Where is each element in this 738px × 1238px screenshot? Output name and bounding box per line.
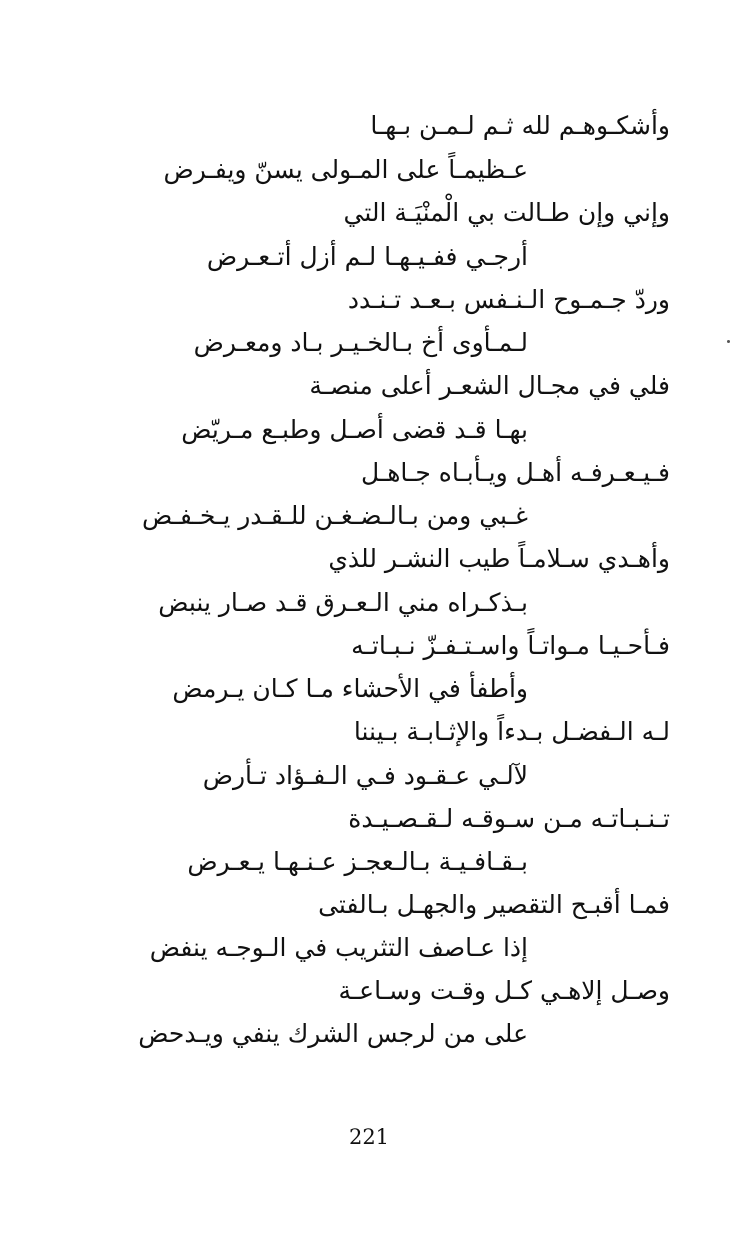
verse-line: بهـا قـد قضى أصـل وطبـع مـريّض — [181, 415, 528, 444]
verse-line: فـيـعـرفـه أهـل ويـأبـاه جـاهـل — [360, 458, 670, 487]
verse-line: تـنـبـاتـه مـن سـوقـه لـقـصـيـدة — [348, 804, 670, 833]
verse-line: بـقـافـيـة بـالـعجـز عـنـهـا يـعـرض — [187, 847, 528, 876]
verse-line: عـظيمـاً على المـولى يسنّ ويفـرض — [163, 155, 528, 184]
verse-line: وأهـدي سـلامـاً طيب النشـر للذي — [328, 544, 670, 573]
verse-line: وأشكـوهـم لله ثـم لـمـن بـهـا — [370, 111, 670, 140]
scan-speck — [727, 340, 730, 343]
verse-line: فمـا أقبـح التقصير والجهـل بـالفتى — [318, 890, 670, 919]
verse-line: لـمـأوى أخ بـالخـيـر بـاد ومعـرض — [193, 328, 528, 357]
verse-line: وصـل إلاهـي كـل وقـت وسـاعـة — [338, 976, 670, 1005]
verse-line: على من لرجس الشرك ينفي ويـدحض — [138, 1019, 528, 1048]
verse-line: فـأحـيـا مـواتـاً واسـتـفـزّ نـبـاتـه — [351, 631, 670, 660]
verse-line: فلي في مجـال الشعـر أعلى منصـة — [309, 371, 670, 400]
verse-line: وردّ جـمـوح الـنـفس بـعـد تـنـدد — [347, 285, 670, 314]
verse-line: لـه الـفضـل بـدءاً والإثـابـة بـيننا — [353, 717, 670, 746]
verse-line: غـبي ومن بـالـضـغـن للـقـدر يـخـفـض — [141, 501, 528, 530]
verse-line: وأطفأ في الأحشاء مـا كـان يـرمض — [172, 674, 528, 703]
page-number: 221 — [348, 1125, 390, 1149]
verse-line: لآلـي عـقـود فـي الـفـؤاد تـأرض — [202, 761, 528, 790]
verse-line: وإني وإن طـالت بي الْمنْيَـة التي — [343, 198, 670, 227]
verse-line: بـذكـراه مني الـعـرق قـد صـار ينبض — [158, 588, 528, 617]
verse-line: أرجـي ففـيـهـا لـم أزل أتـعـرض — [206, 242, 528, 271]
verse-line: إذا عـاصف التثريب في الـوجـه ينفض — [149, 933, 528, 962]
